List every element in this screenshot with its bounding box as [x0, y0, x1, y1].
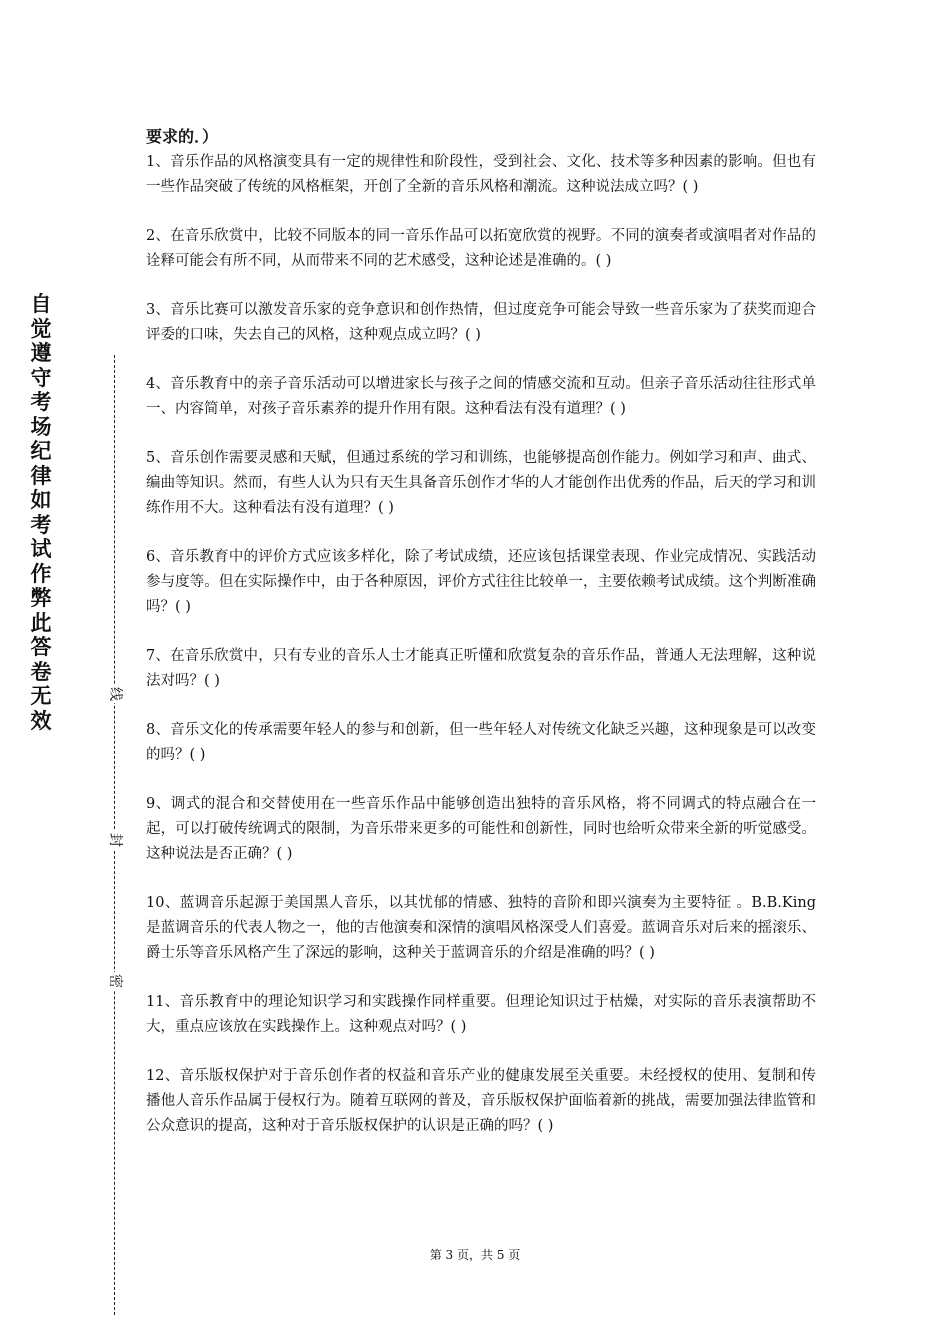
question-4: 4、音乐教育中的亲子音乐活动可以增进家长与孩子之间的情感交流和互动。但亲子音乐活动往往形式单一、内容简单，对孩子音乐素养的提升作用有限。这种看法有没有道理？( ): [146, 376, 816, 417]
exam-discipline-notice: 自觉遵守考场纪律如考试作弊此答卷无效: [30, 292, 52, 733]
question-list: [146, 124, 816, 1163]
question-7: 7、在音乐欣赏中，只有专业的音乐人士才能真正听懂和欣赏复杂的音乐作品，普通人无法理解，这种说法对吗？( ): [146, 648, 816, 689]
page-number-footer: 第 3 页，共 5 页: [429, 1248, 521, 1262]
cut-line-label-mi: 密: [104, 972, 126, 990]
cut-line-label-feng: 封: [104, 831, 126, 849]
question-1: 1、音乐作品的风格演变具有一定的规律性和阶段性，受到社会、文化、技术等多种因素的影响。但也有一些作品突破了传统的风格框架，开创了全新的音乐风格和潮流。这种说法成立吗？( ): [146, 154, 816, 195]
question-8: 8、音乐文化的传承需要年轻人的参与和创新，但一些年轻人对传统文化缺乏兴趣，这种现象是可以改变的吗？( ): [146, 722, 816, 763]
question-2: 2、在音乐欣赏中，比较不同版本的同一音乐作品可以拓宽欣赏的视野。不同的演奏者或演唱者对作品的诠释可能会有所不同，从而带来不同的艺术感受，这种论述是准确的。( ): [146, 228, 816, 269]
section-heading: 要求的．）: [146, 127, 219, 146]
question-9: 9、调式的混合和交替使用在一些音乐作品中能够创造出独特的音乐风格，将不同调式的特点融合在一起，可以打破传统调式的限制，为音乐带来更多的可能性和创新性，同时也给听众带来全新的听觉感受。这种说法是否正确？( ): [146, 796, 816, 862]
question-3: 3、音乐比赛可以激发音乐家的竞争意识和创作热情，但过度竞争可能会导致一些音乐家为了获奖而迎合评委的口味，失去自己的风格，这种观点成立吗？( ): [146, 302, 816, 343]
question-12: 12、音乐版权保护对于音乐创作者的权益和音乐产业的健康发展至关重要。未经授权的使用、复制和传播他人音乐作品属于侵权行为。随着互联网的普及，音乐版权保护面临着新的挑战，需要加强法律监管和公众意识的提高，这种对于音乐版权保护的认识是正确的吗？( ): [146, 1068, 816, 1134]
question-11: 11、音乐教育中的理论知识学习和实践操作同样重要。但理论知识过于枯燥，对实际的音乐表演帮助不大，重点应该放在实践操作上。这种观点对吗？( ): [146, 994, 816, 1035]
cut-line-label-xian: 线: [104, 685, 126, 703]
question-6: 6、音乐教育中的评价方式应该多样化，除了考试成绩，还应该包括课堂表现、作业完成情况、实践活动参与度等。但在实际操作中，由于各种原因，评价方式往往比较单一，主要依赖考试成绩。这个判断准确吗？( ): [146, 549, 816, 615]
question-5: 5、音乐创作需要灵感和天赋，但通过系统的学习和训练，也能够提高创作能力。例如学习和声、曲式、编曲等知识。然而，有些人认为只有天生具备音乐创作才华的人才能创作出优秀的作品，后天的学习和训练作用不大。这种看法有没有道理？( ): [146, 450, 816, 516]
question-10: 10、蓝调音乐起源于美国黑人音乐，以其忧郁的情感、独特的音阶和即兴演奏为主要特征 。B.B.King 是蓝调音乐的代表人物之一，他的吉他演奏和深情的演唱风格深受人们喜爱。蓝调音乐对后来的摇滚乐、爵士乐等音乐风格产生了深远的影响，这种关于蓝调音乐的介绍是准确的吗？( ): [146, 895, 816, 961]
